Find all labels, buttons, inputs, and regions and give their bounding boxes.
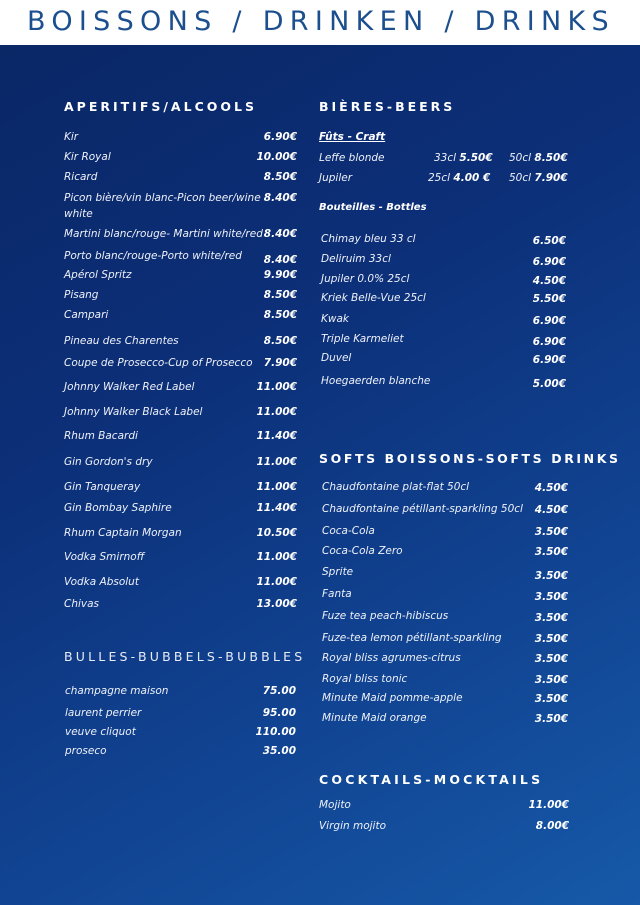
item-price: 4.50€ [532, 275, 566, 287]
item-name: Johnny Walker Black Label [64, 406, 203, 418]
item-name: Pineau des Charentes [64, 335, 179, 347]
item-name: Royal bliss agrumes-citrus [322, 652, 461, 664]
item-price: 6.90€ [532, 336, 566, 348]
item-name: Mojito [319, 799, 351, 811]
item-price: 8.40€ [263, 192, 297, 204]
item-name: Duvel [321, 352, 352, 364]
item-price: 9.90€ [263, 269, 297, 281]
item-name: Kwak [321, 313, 349, 325]
item-name: Fuze tea peach-hibiscus [322, 610, 449, 622]
item-price: 11.00€ [256, 406, 297, 418]
item-price: 8.50€ [263, 289, 297, 301]
item-name: proseco [65, 745, 107, 757]
bubbles-title: BULLES-BUBBELS-BUBBLES [64, 649, 306, 664]
item-price: 3.50€ [534, 713, 568, 725]
item-price: 11.00€ [256, 381, 297, 393]
item-name: Chaudfontaine pétillant-sparkling 50cl [322, 503, 523, 515]
cocktails-title: COCKTAILS-MOCKTAILS [319, 772, 544, 787]
item-name: Fanta [322, 588, 352, 600]
item-name: Chaudfontaine plat-flat 50cl [322, 481, 470, 493]
item-price: 3.50€ [534, 526, 568, 538]
item-name: Triple Karmeliet [321, 333, 404, 345]
item-name: Fuze-tea lemon pétillant-sparkling [322, 632, 502, 644]
item-name: Gin Gordon's dry [64, 456, 153, 468]
item-price: 10.00€ [256, 151, 297, 163]
item-name: Sprite [322, 566, 354, 578]
item-name: Campari [64, 309, 109, 321]
item-name: Apérol Spritz [64, 269, 132, 281]
item-name: Johnny Walker Red Label [64, 381, 195, 393]
item-name: Rhum Captain Morgan [64, 527, 182, 539]
item-price: 95.00 [262, 707, 296, 719]
item-price: 11.40€ [256, 430, 297, 442]
item-name: Coca-Cola Zero [322, 545, 403, 557]
item-price: 6.90€ [532, 315, 566, 327]
item-price: 11.00€ [256, 456, 297, 468]
item-name: Coupe de Prosecco-Cup of Prosecco [64, 357, 253, 369]
item-price: 8.40€ [263, 228, 297, 240]
item-name: Minute Maid pomme-apple [322, 692, 463, 704]
item-price: 8.50€ [263, 335, 297, 347]
item-price: 3.50€ [534, 546, 568, 558]
item-price: 10.50€ [256, 527, 297, 539]
item-price: 13.00€ [256, 598, 297, 610]
item-name: Kriek Belle-Vue 25cl [321, 292, 426, 304]
item-name: veuve cliquot [65, 726, 136, 738]
item-name: Jupiler 0.0% 25cl [321, 273, 410, 285]
item-price: 5.00€ [532, 378, 566, 390]
item-name: Deliruim 33cl [321, 253, 391, 265]
item-price: 6.90€ [532, 354, 566, 366]
item-price: 3.50€ [534, 693, 568, 705]
item-price: 8.50€ [263, 171, 297, 183]
item-price: 8.40€ [263, 254, 297, 266]
softs-title: SOFTS BOISSONS-SOFTS DRINKS [319, 451, 621, 466]
draft-volume-1: 25cl 4.00 € [428, 172, 491, 184]
item-price: 5.50€ [532, 293, 566, 305]
item-name: Minute Maid orange [322, 712, 427, 724]
item-name: Martini blanc/rouge- Martini white/red [64, 228, 263, 240]
item-name: Picon bière/vin blanc-Picon beer/wine [64, 192, 261, 204]
aperitifs-title: APERITIFS/ALCOOLS [64, 99, 257, 114]
draft-name: Leffe blonde [319, 152, 385, 164]
item-price: 11.40€ [256, 502, 297, 514]
item-name: Gin Tanqueray [64, 481, 141, 493]
item-price: 11.00€ [256, 481, 297, 493]
item-name: champagne maison [65, 685, 169, 697]
item-price: 6.90€ [263, 131, 297, 143]
item-price: 8.00€ [535, 820, 569, 832]
menu-header [0, 0, 640, 45]
item-price: 11.00€ [256, 551, 297, 563]
item-price: 4.50€ [534, 482, 568, 494]
item-name: Chivas [64, 598, 100, 610]
item-price: 3.50€ [534, 591, 568, 603]
item-name: laurent perrier [65, 707, 142, 719]
item-name: Rhum Bacardi [64, 430, 138, 442]
bottles-subtitle: Bouteilles - Bottles [319, 202, 427, 213]
item-name: Ricard [64, 171, 98, 183]
page-title: BOISSONS / DRINKEN / DRINKS [27, 6, 615, 37]
item-name: Hoegaerden blanche [321, 375, 431, 387]
draft-volume-1: 33cl 5.50€ [434, 152, 493, 164]
item-price: 3.50€ [534, 674, 568, 686]
item-price: 4.50€ [534, 504, 568, 516]
item-name: Chimay bleu 33 cl [321, 233, 416, 245]
item-price: 6.50€ [532, 235, 566, 247]
item-price: 3.50€ [534, 653, 568, 665]
draft-volume-2: 50cl 7.90€ [509, 172, 568, 184]
item-price: 110.00 [255, 726, 296, 738]
item-price: 3.50€ [534, 570, 568, 582]
item-price: 8.50€ [263, 309, 297, 321]
item-name: Coca-Cola [322, 525, 375, 537]
item-price: 6.90€ [532, 256, 566, 268]
item-name: Vodka Absolut [64, 576, 139, 588]
item-name: Pisang [64, 289, 99, 301]
item-name-continued: white [64, 208, 93, 220]
item-price: 35.00 [262, 745, 296, 757]
item-price: 3.50€ [534, 633, 568, 645]
item-name: Virgin mojito [319, 820, 387, 832]
item-name: Royal bliss tonic [322, 673, 408, 685]
draft-subtitle: Fûts - Craft [319, 131, 386, 143]
beers-title: BIÈRES-BEERS [319, 99, 456, 114]
item-name: Kir Royal [64, 151, 111, 163]
menu-page [0, 45, 640, 905]
item-price: 11.00€ [528, 799, 569, 811]
item-name: Kir [64, 131, 79, 143]
draft-name: Jupiler [319, 172, 353, 184]
item-name: Porto blanc/rouge-Porto white/red [64, 250, 242, 262]
item-price: 75.00 [262, 685, 296, 697]
item-price: 7.90€ [263, 357, 297, 369]
item-price: 11.00€ [256, 576, 297, 588]
draft-volume-2: 50cl 8.50€ [509, 152, 568, 164]
item-name: Vodka Smirnoff [64, 551, 145, 563]
item-name: Gin Bombay Saphire [64, 502, 172, 514]
item-price: 3.50€ [534, 612, 568, 624]
